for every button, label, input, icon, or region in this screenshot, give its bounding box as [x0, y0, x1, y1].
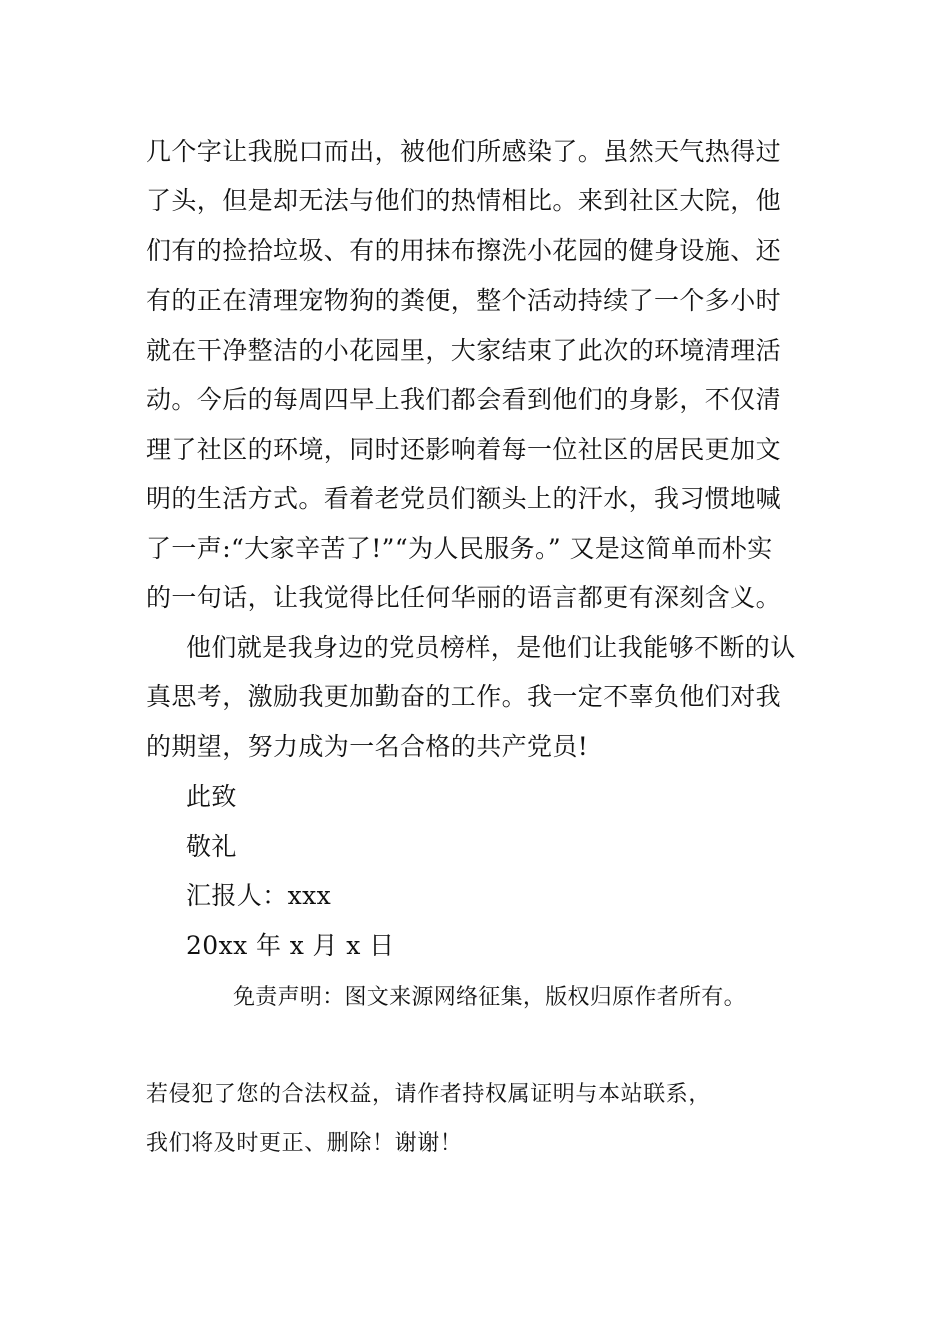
paragraph1-line-5: 就在干净整洁的小花园里，大家结束了此次的环境清理活: [146, 336, 782, 365]
salute-text: 敬礼: [186, 832, 237, 861]
paragraph1-line-4: 有的正在清理宠物狗的粪便，整个活动持续了一个多小时: [146, 286, 782, 315]
paragraph1-line-10: 的一句话，让我觉得比任何华丽的语言都更有深刻含义。: [146, 583, 782, 612]
paragraph1-line-6: 动。今后的每周四早上我们都会看到他们的身影，不仅清: [146, 385, 782, 414]
disclaimer-line-1: 免责声明：图文来源网络征集，版权归原作者所有。: [233, 985, 746, 1010]
paragraph1-line-1: 几个字让我脱口而出，被他们所感染了。虽然天气热得过: [146, 137, 782, 166]
closing-text: 此致: [186, 782, 237, 811]
paragraph2-line-3: 的期望，努力成为一名合格的共产党员!: [146, 732, 589, 761]
paragraph2-line-1: 他们就是我身边的党员榜样，是他们让我能够不断的认: [186, 633, 796, 662]
paragraph2-line-2: 真思考，激励我更加勤奋的工作。我一定不辜负他们对我: [146, 682, 782, 711]
paragraph1-line-3: 们有的捡拾垃圾、有的用抹布擦洗小花园的健身设施、还: [146, 236, 782, 265]
paragraph1-line-8: 明的生活方式。看着老党员们额头上的汗水，我习惯地喊: [146, 484, 782, 513]
reporter-signature: 汇报人：xxx: [186, 881, 332, 910]
disclaimer-line-2: 若侵犯了您的合法权益，请作者持权属证明与本站联系，: [146, 1082, 712, 1107]
report-date: 20xx 年 x 月 x 日: [186, 931, 395, 960]
paragraph1-line-9: 了一声:“大家辛苦了!”“为人民服务。” 又是这简单而朴实: [146, 534, 773, 563]
paragraph1-line-7: 理了社区的环境，同时还影响着每一位社区的居民更加文: [146, 435, 782, 464]
disclaimer-line-3: 我们将及时更正、删除！谢谢！: [146, 1131, 463, 1156]
paragraph1-line-2: 了头，但是却无法与他们的热情相比。来到社区大院，他: [146, 186, 782, 215]
